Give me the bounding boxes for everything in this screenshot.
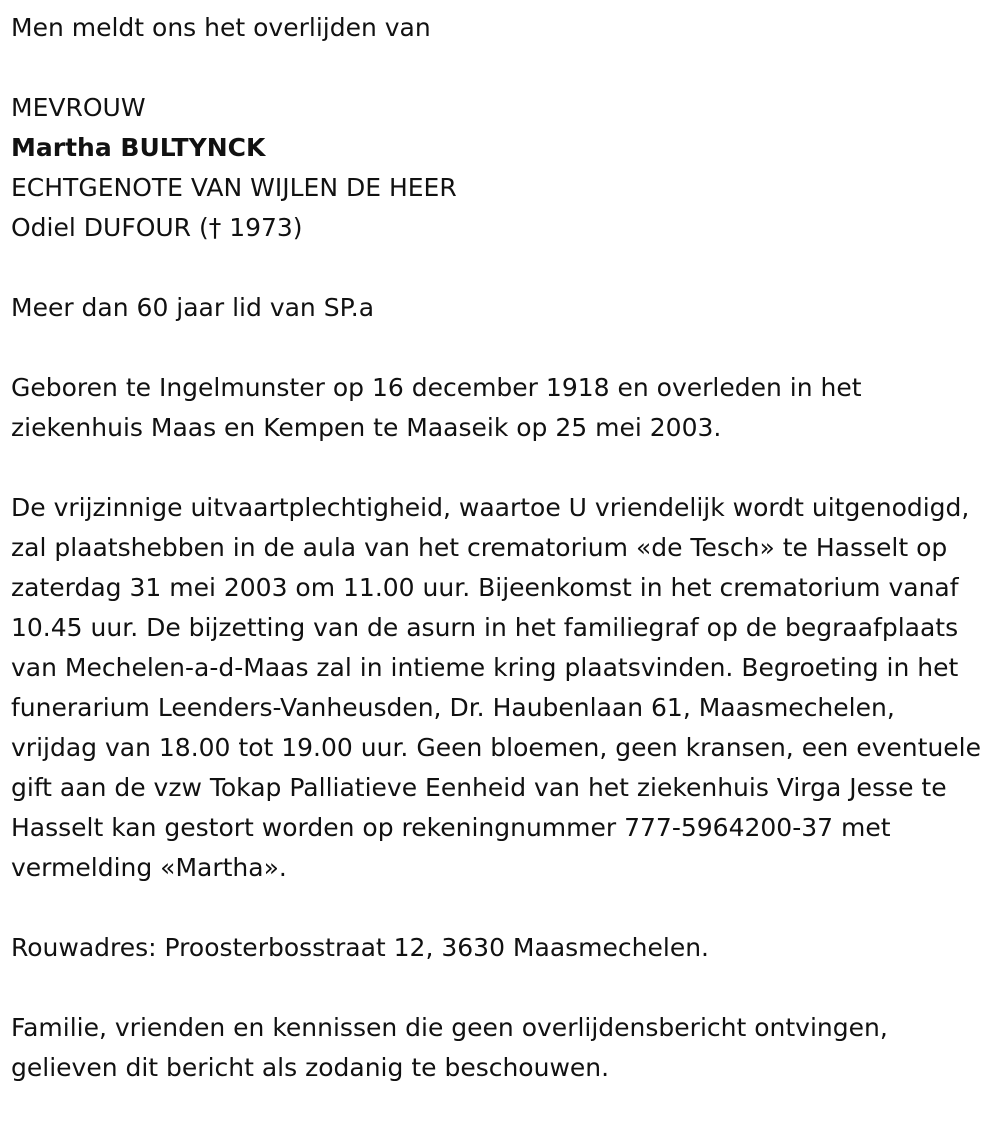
closing-paragraph: Familie, vrienden en kennissen die geen overlijdensbericht ontvingen, gelieven dit bericht als zodanig te beschouwen. [11,1013,888,1082]
spacer [11,328,1000,368]
intro-text: Men meldt ons het overlijden van [11,13,431,42]
ceremony-paragraph: De vrijzinnige uitvaartplechtigheid, waartoe U vriendelijk wordt uitgenodigd, zal plaatshebben in de aula van het crematorium «de Tesch» te Hasselt op zaterdag 31 mei 2003 om 11.00 uur. Bijeenkomst in het crematorium vanaf 10.45 uur. De bijzetting van de asurn in het familiegraf op de begraafplaats van Mechelen-a-d-Maas zal in intieme kring plaatsvinden. Begroeting in het funerarium Leenders-Vanheusden, Dr. Haubenlaan 61, Maasmechelen, vrijdag van 18.00 tot 19.00 uur. Geen bloemen, geen kransen, een eventuele gift aan de vzw Tokap Palliatieve Eenheid van het ziekenhuis Virga Jesse te Hasselt kan gestort worden op rekeningnummer 777-5964200-37 met vermelding «Martha». [11,493,982,882]
membership-text: Meer dan 60 jaar lid van SP.a [11,293,375,322]
spouse-label: ECHTGENOTE VAN WIJLEN DE HEER [11,173,457,202]
salutation: MEVROUW [11,93,146,122]
spacer [11,448,1000,488]
spacer [11,888,1000,928]
spacer [11,248,1000,288]
spouse-name: Odiel DUFOUR († 1973) [11,213,303,242]
spacer [11,968,1000,1008]
deceased-name: Martha BULTYNCK [11,133,266,162]
spacer [11,48,1000,88]
mourning-address: Rouwadres: Proosterbosstraat 12, 3630 Maasmechelen. [11,933,709,962]
birth-death-paragraph: Geboren te Ingelmunster op 16 december 1918 en overleden in het ziekenhuis Maas en Kempen te Maaseik op 25 mei 2003. [11,373,862,442]
